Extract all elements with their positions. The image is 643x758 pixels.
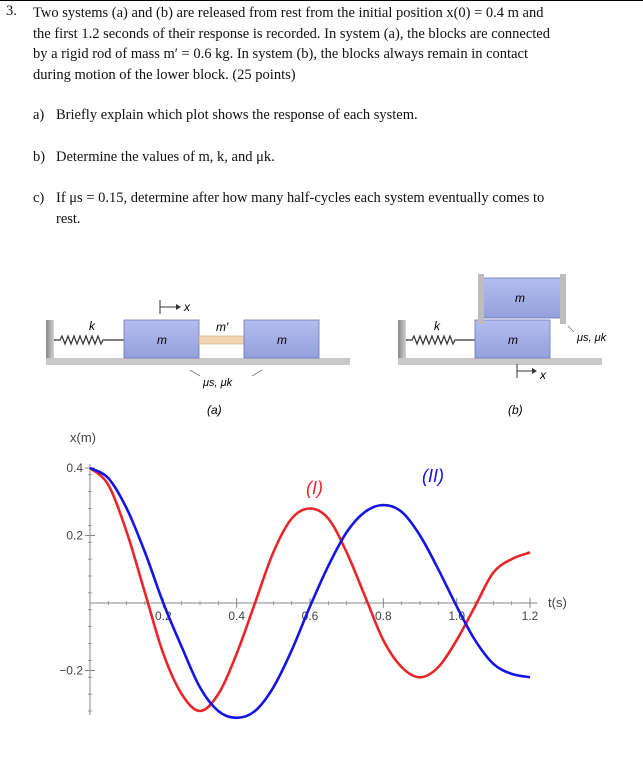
y-tick-label: 0.4 [66,461,83,475]
x-tick-label: 0.6 [301,609,319,623]
question-number: 3. [6,3,17,19]
block-b-bottom-label: m [508,333,518,347]
y-axis-label: x(m) [70,430,96,445]
part-a-label: a) [33,107,45,123]
series-label-II: (II) [422,466,444,486]
part-b-label: b) [33,149,46,165]
wall-b [398,320,406,362]
ground-b [398,358,602,365]
response-chart [0,428,643,758]
part-c-line-1: If μs = 0.15, determine after how many half-cycles each system eventually comes to [56,190,545,206]
statement-line-4: during motion of the lower block. (25 points) [33,66,296,83]
part-a-text: Briefly explain which plot shows the response of each system. [56,107,418,123]
x-tick-label: 1.0 [448,609,466,623]
series-line-I [90,468,530,711]
friction-label-b: μs, μk [577,332,607,344]
x-arrowhead-a [176,304,181,310]
spring-label-a: k [89,319,95,333]
friction-label-a: μs, μk [203,377,233,389]
stop-right-b [560,274,566,324]
stop-left-b [478,274,484,324]
friction-leader-a1 [190,370,200,376]
x-label-b: x [540,368,546,382]
block-a2-label: m [277,333,287,347]
top-rule [0,0,643,1]
x-axis-label: t(s) [548,595,567,610]
y-tick-label: −0.2 [59,663,83,678]
x-tick-label: 1.2 [521,609,539,623]
question-statement [33,3,613,85]
block-b-top-label: m [515,291,525,305]
statement-line-2: the first 1.2 seconds of their response is recorded. In system (a), the blocks are connected [33,25,550,42]
x-arrowhead-b [532,368,537,374]
part-c-text [56,188,604,229]
x-label-a: x [184,300,190,314]
series-line-II [90,468,530,718]
wall-a [46,320,54,362]
statement-line-3: by a rigid rod of mass m′ = 0.6 kg. In system (b), the blocks always remain in contact [33,46,528,62]
ground-a [46,358,350,365]
series-label-I: (I) [306,478,323,498]
caption-a: (a) [207,403,222,417]
part-b-text: Determine the values of m, k, and μk. [56,149,275,165]
series-group [90,468,530,718]
caption-b: (b) [508,403,523,417]
spring-label-b: k [434,319,440,333]
spring-a [54,336,124,344]
rod-a [199,336,244,344]
part-c-label: c) [33,190,45,206]
x-tick-label: 0.8 [374,609,392,623]
block-a1-label: m [157,333,167,347]
diagram-a [46,300,350,417]
part-c-line-2: rest. [56,210,81,227]
x-tick-label: 0.2 [154,609,172,623]
y-tick-label: 0.2 [66,528,83,543]
x-tick-label: 0.4 [228,609,246,623]
diagram-b [398,274,607,417]
friction-leader-b [568,326,574,332]
friction-leader-a2 [252,370,262,376]
rod-label-a: m′ [216,320,229,334]
axes [59,461,538,715]
statement-line-1: Two systems (a) and (b) are released from rest from the initial position x(0) = 0.4 m and [33,5,544,21]
spring-b [406,336,475,344]
